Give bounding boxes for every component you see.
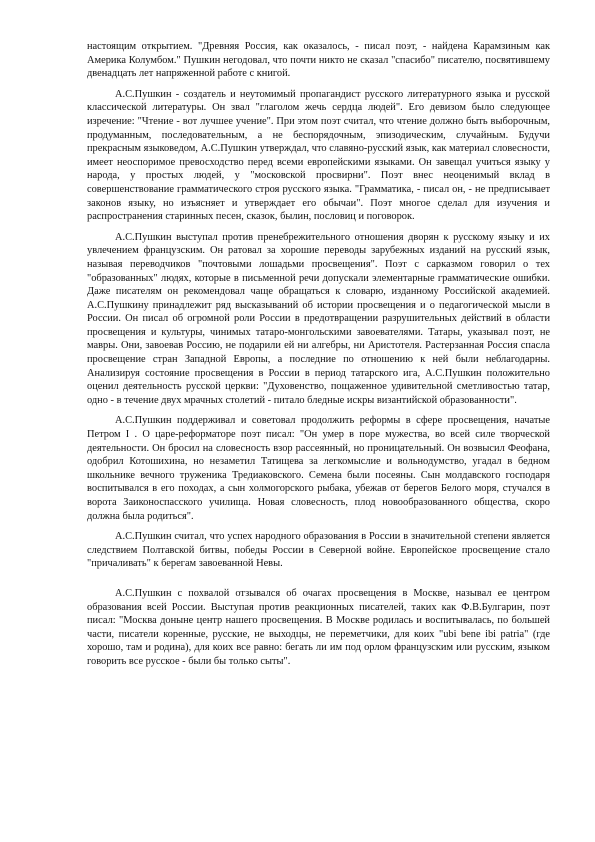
paragraph-4: А.С.Пушкин поддерживал и советовал продолжить реформы в сфере просвещения, начатые Петром I . О царе-реформаторе поэт писал: "Он умер в поре мужества, во всей силе творческой деятельности. Он бросил на словесность взор рассеянный, но проницательный. Он возвысил Феофана, одобрил Котошихина, но незаметил Татищева за легкомыслие и вольнодумство, угадал в бедном школьнике вечного труженика Тредиаковского. Семена были посеяны. Сын молдавского господаря воспитывался в его походах, а сын холмогорского рыбака, убежав от берегов Белого моря, стучался в ворота Заиконоспасского училища. Новая словесность, плод новообразованного общества, скоро должна была родиться". — [87, 415, 550, 522]
paragraph-1: настоящим открытием. "Древняя Россия, как оказалось, - писал поэт, - найдена Карамзиным как Америка Колумбом." Пушкин негодовал, что почти никто не сказал "спасибо" писателю, посвятившему двенадцать лет напряженной работе с книгой. — [87, 41, 550, 80]
paragraph-2: А.С.Пушкин - создатель и неутомимый пропагандист русского литературного языка и русской классической литературы. Он звал "глаголом жечь сердца людей". Его девизом было следующее изречение: "Чтение - вот лучшее учение". При этом поэт считал, что чтение должно быть выборочным, продуманным, последовательным, а не беспорядочным, эпизодическим, случайным. Будучи прекрасным языковедом, А.С.Пушкин утверждал, что славяно-русский язык, как материал словесности, имеет неоспоримое превосходство перед всеми европейскими языками. Он завещал учиться языку у народа, у простых людей, у "московской просвирни". Поэт внес неоценимый вклад в совершенствование грамматического строя русского языка. "Грамматика, - писал он, - не предписывает законов языку, но изъясняет и утверждает его обычаи". Поэт многое сделал для изучения и распространения старинных песен, сказок, былин, пословиц и поговорок. — [87, 88, 550, 223]
paragraph-5: А.С.Пушкин считал, что успех народного образования в России в значительной степени является следствием Полтавской битвы, победы России в Северной войне. Европейское просвещение стало "причаливать" к берегам завоеванной Невы. — [87, 531, 550, 570]
paragraph-6: А.С.Пушкин с похвалой отзывался об очагах просвещения в Москве, называл ее центром образования всей России. Выступая против реакционных писателей, таких как Ф.В.Булгарин, поэт писал: "Москва доныне центр нашего просвещения. В Москве родилась и воспитывалась, по большей части, писатели коренные, русские, не выходцы, не переметчики, для коих "ubi bene ibi patria" (где хорошо, там и родина), для коих все равно: бегать ли им под орлом французским или русским, языком говорить все русское - были бы только сыты". — [87, 587, 550, 667]
document-page — [87, 40, 550, 676]
paragraph-3: А.С.Пушкин выступал против пренебрежительного отношения дворян к русскому языку и их увлечением французским. Он ратовал за хорошие переводы зарубежных изданий на русский язык, называя переводчиков "почтовыми лошадьми просвещения". Поэт с сарказмом говорил о тех "образованных" людях, которые в письменной речи допускали элементарные грамматические ошибки. Даже писателям он рекомендовал чаще обращаться к словарю, изданному Российской академией. А.С.Пушкину принадлежит ряд высказываний об истории просвещения и о педагогической мысли в России. Он писал об огромной роли России в предотвращении разрушительных действий в области просвещения и культуры, чинимых татаро-монгольскими завоевателями. Татары, указывал поэт, не мавры. Они, завоевав Россию, не подарили ей ни алгебры, ни Аристотеля. Растерзанная Россия спасла просвещение стран Западной Европы, а последние по отношению к ней были неблагодарны. Анализируя состояние просвещения в России в период татарского ига, А.С.Пушкин положительно оценил деятельность русской церкви: "Духовенство, пощаженное удивительной сметливостью татар, одно - в течение двух мрачных столетий - питало бледные искры византийской образованности". — [87, 231, 550, 406]
